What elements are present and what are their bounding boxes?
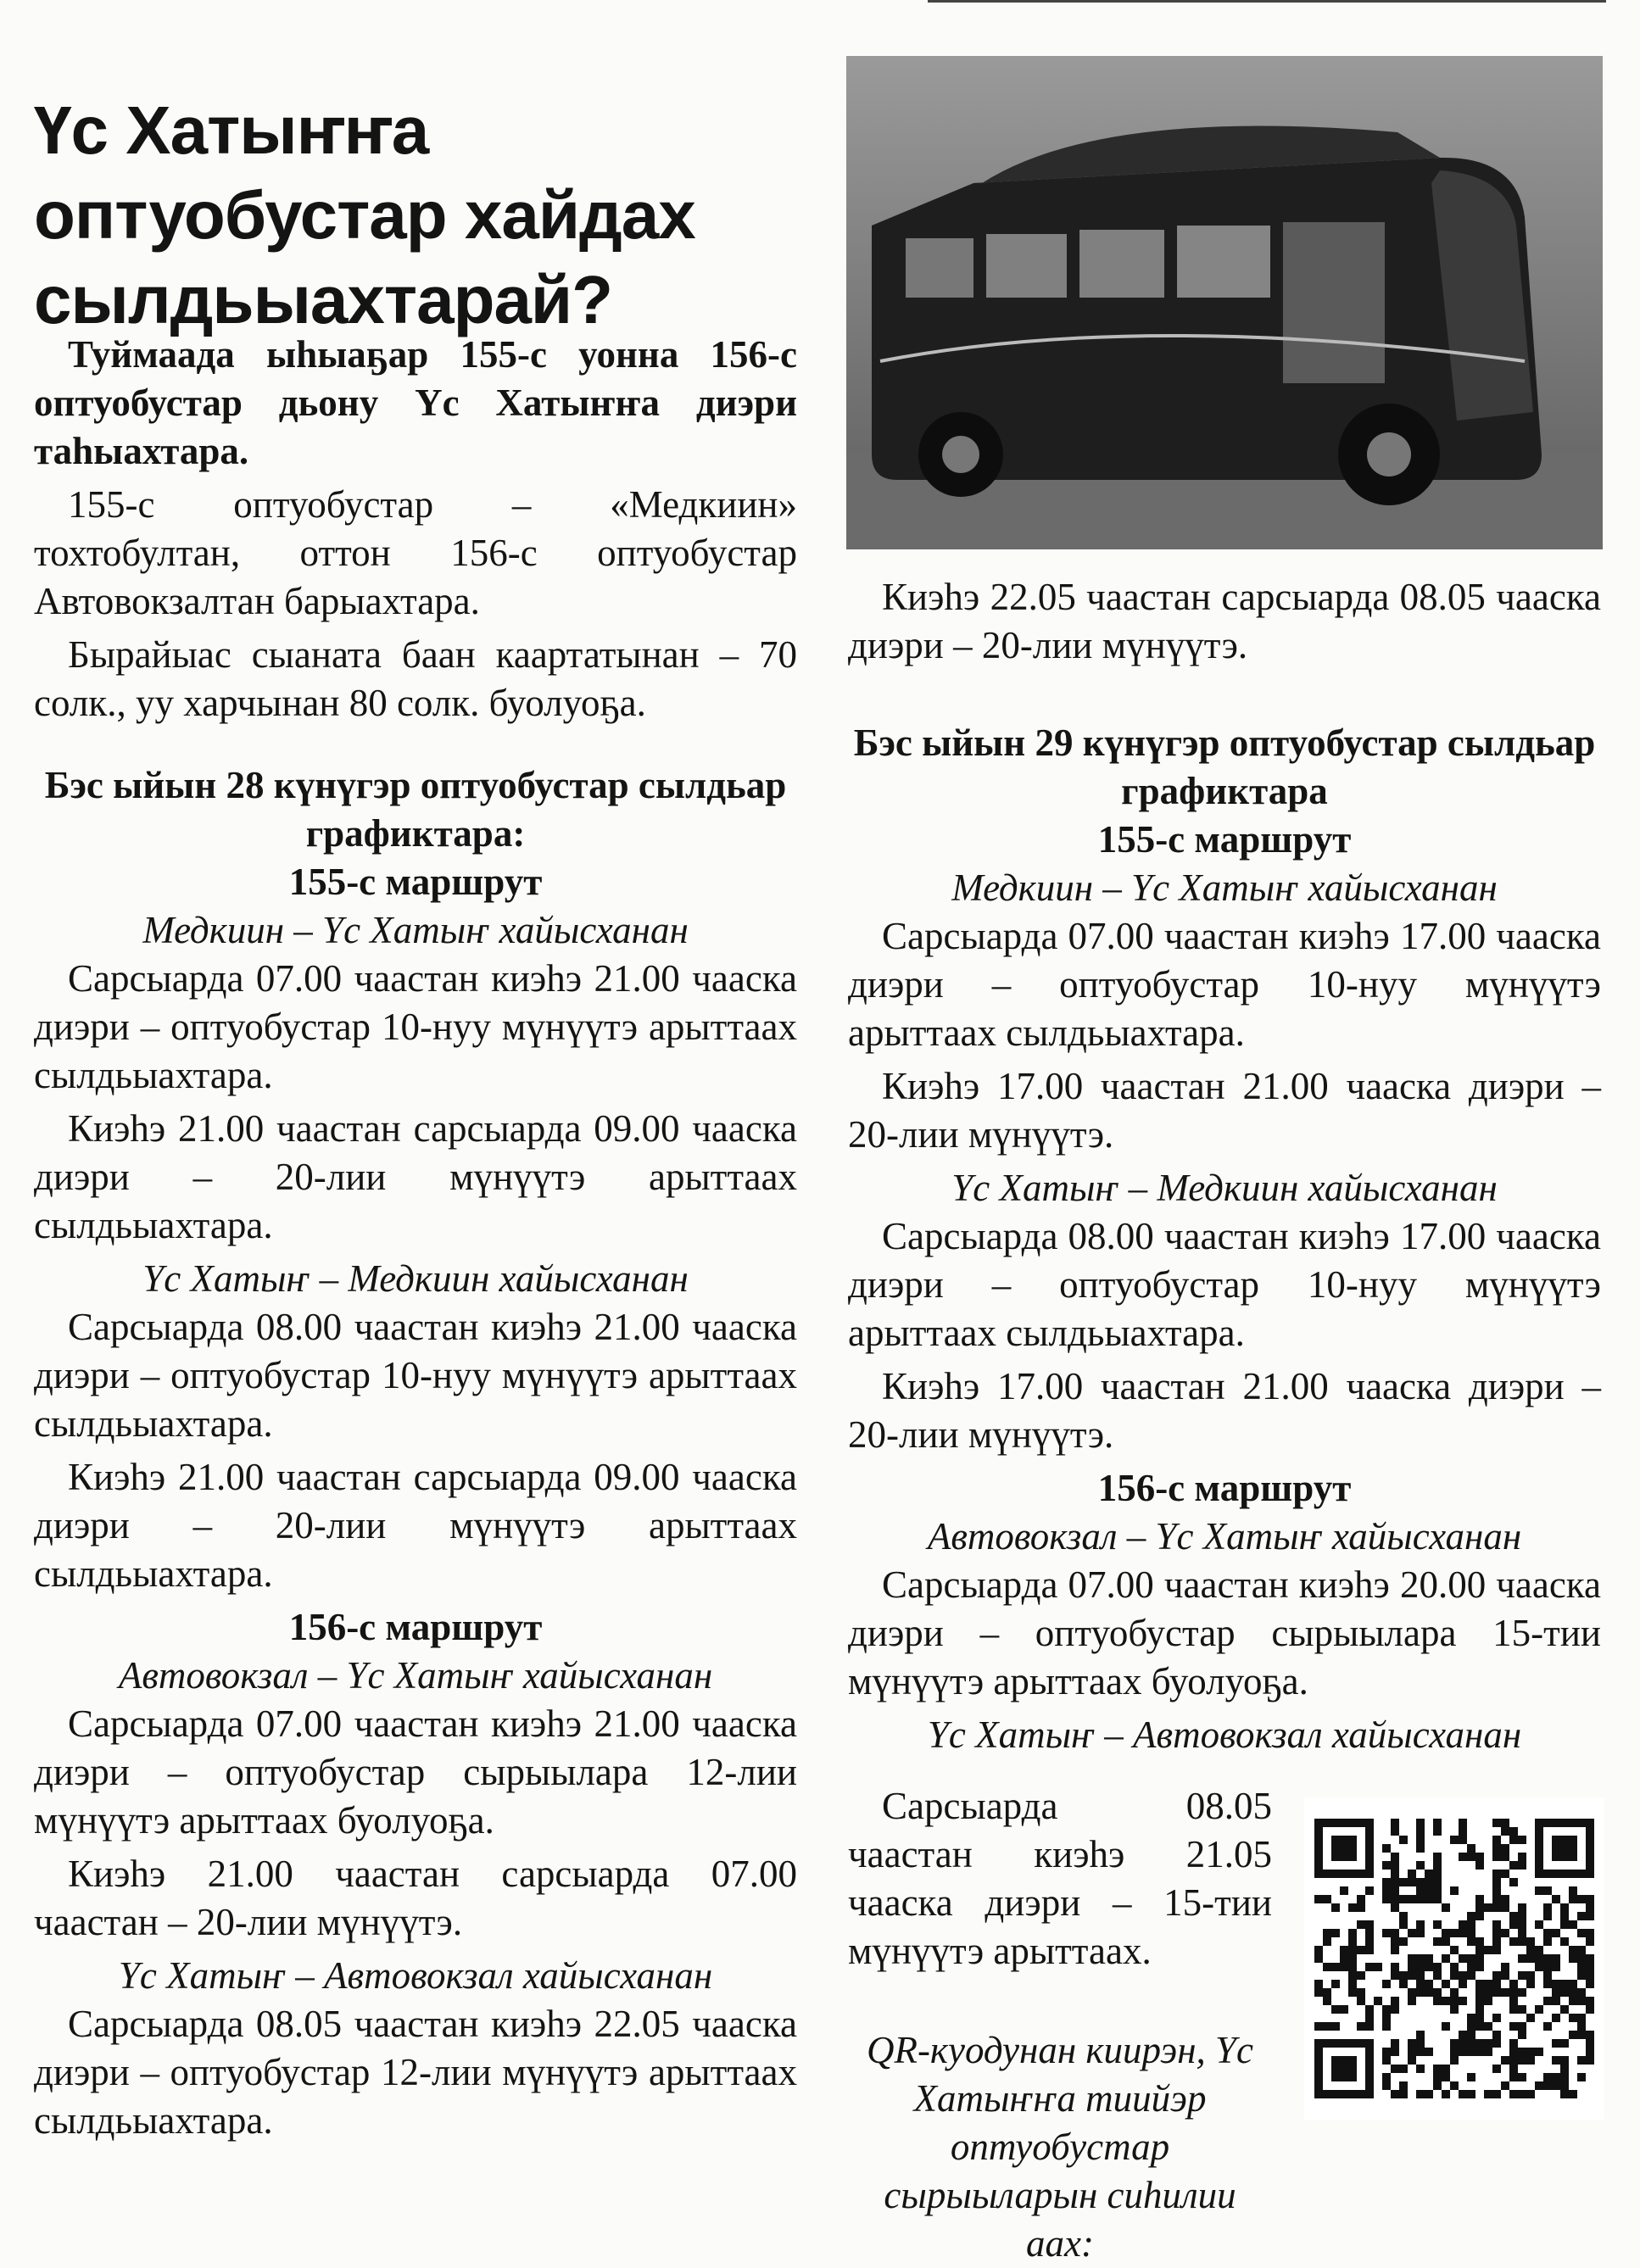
schedule-paragraph: Сарсыарда 07.00 чаастан киэһэ 21.00 чааска диэри – оптуобустар сырыылара 12-лии мүнүүтэ арыттаах буолуоҕа. — [34, 1702, 797, 1842]
schedule-paragraph: Сарсыарда 07.00 чаастан киэһэ 17.00 чааска диэри – оптуобустар 10-нуу мүнүүтэ арыттаах сылдьыахтара. — [848, 915, 1601, 1054]
direction-heading: Автовокзал – Үс Хатыҥ хайысханан — [118, 1654, 713, 1697]
direction-heading: Медкиин – Үс Хатыҥ хайысханан — [951, 867, 1498, 909]
bus-photo — [846, 56, 1603, 549]
direction-heading: Үс Хатыҥ – Автовокзал хайысханан — [118, 1954, 713, 1997]
direction-heading: Үс Хатыҥ – Медкиин хайысханан — [142, 1257, 689, 1300]
schedule-paragraph: Сарсыарда 08.05 чаастан киэһэ 21.05 чааска диэри – 15-тии мүнүүтэ арыттаах. — [848, 1785, 1272, 1972]
route-156-title: 156-с маршрут — [1097, 1467, 1352, 1509]
intro-paragraph-2: Бырайыас сыаната баан каартатынан – 70 солк., уу харчынан 80 солк. буолуоҕа. — [34, 633, 797, 724]
schedule-paragraph: Киэһэ 17.00 чаастан 21.00 чааска диэри – 20-лии мүнүүтэ. — [848, 1365, 1601, 1456]
direction-heading: Үс Хатыҥ – Медкиин хайысханан — [951, 1167, 1498, 1209]
schedule-paragraph: Сарсыарда 08.00 чаастан киэһэ 21.00 чааска диэри – оптуобустар 10-нуу мүнүүтэ арыттаах сылдьыахтара. — [34, 1306, 797, 1445]
schedule-28-title: Бэс ыйын 28 күнүгэр оптуобустар сылдьар графиктара: — [44, 764, 787, 855]
direction-heading: Автовокзал – Үс Хатыҥ хайысханан — [927, 1515, 1522, 1558]
route-155-title: 155-с маршрут — [288, 861, 543, 903]
right-column — [848, 719, 1601, 1759]
right-column-continuation — [848, 573, 1601, 670]
schedule-paragraph: Киэһэ 22.05 чаастан сарсыарда 08.05 чааска диэри – 20-лии мүнүүтэ. — [848, 576, 1601, 666]
schedule-paragraph: Сарсыарда 08.00 чаастан киэһэ 17.00 чааска диэри – оптуобустар 10-нуу мүнүүтэ арыттаах сылдьыахтара. — [848, 1215, 1601, 1354]
schedule-paragraph: Киэһэ 21.00 чаастан сарсыарда 09.00 чааска диэри – 20-лии мүнүүтэ арыттаах сылдьыахтара. — [34, 1456, 797, 1595]
schedule-paragraph: Киэһэ 21.00 чаастан сарсыарда 07.00 чаастан – 20-лии мүнүүтэ. — [34, 1853, 797, 1943]
schedule-29-title: Бэс ыйын 29 күнүгэр оптуобустар сылдьар графиктара — [853, 722, 1596, 812]
schedule-paragraph: Сарсыарда 08.05 чаастан киэһэ 22.05 чааска диэри – оптуобустар 12-лии мүнүүтэ арыттаах сылдьыахтара. — [34, 2003, 797, 2142]
direction-heading: Үс Хатыҥ – Автовокзал хайысханан — [927, 1714, 1522, 1756]
qr-caption: QR-куодунан киирэн, Үс Хатыҥҥа тиийэр оптуобустар сырыыларын сиһилии аах: — [866, 2029, 1254, 2265]
headline: Үс Хатыҥҥа оптуобустар хайдах сылдьыахтарай? — [34, 92, 695, 337]
qr-code[interactable] — [1304, 1797, 1604, 2120]
schedule-paragraph: Киэһэ 21.00 чаастан сарсыарда 09.00 чааска диэри – 20-лии мүнүүтэ арыттаах сылдьыахтара. — [34, 1107, 797, 1246]
schedule-paragraph: Сарсыарда 07.00 чаастан киэһэ 20.00 чааска диэри – оптуобустар сырыылара 15-тии мүнүүтэ арыттаах буолуоҕа. — [848, 1563, 1601, 1702]
schedule-paragraph: Киэһэ 17.00 чаастан 21.00 чааска диэри – 20-лии мүнүүтэ. — [848, 1065, 1601, 1156]
intro-paragraph-1: 155-с оптуобустар – «Медкиин» тохтобултан, оттон 156-с оптуобустар Автовокзалтан барыахтара. — [34, 483, 797, 622]
right-column-bottom — [848, 1782, 1272, 2268]
direction-heading: Медкиин – Үс Хатыҥ хайысханан — [142, 909, 689, 951]
schedule-paragraph: Сарсыарда 07.00 чаастан киэһэ 21.00 чааска диэри – оптуобустар 10-нуу мүнүүтэ арыттаах сылдьыахтара. — [34, 957, 797, 1096]
route-156-title: 156-с маршрут — [288, 1606, 543, 1648]
left-column — [34, 331, 797, 2145]
route-155-title: 155-с маршрут — [1097, 818, 1352, 861]
top-rule — [928, 0, 1606, 3]
article-lead: Туймаада ыһыаҕар 155-с уонна 156-с оптуобустар дьону Үс Хатыҥҥа диэри таһыахтара. — [34, 333, 797, 472]
